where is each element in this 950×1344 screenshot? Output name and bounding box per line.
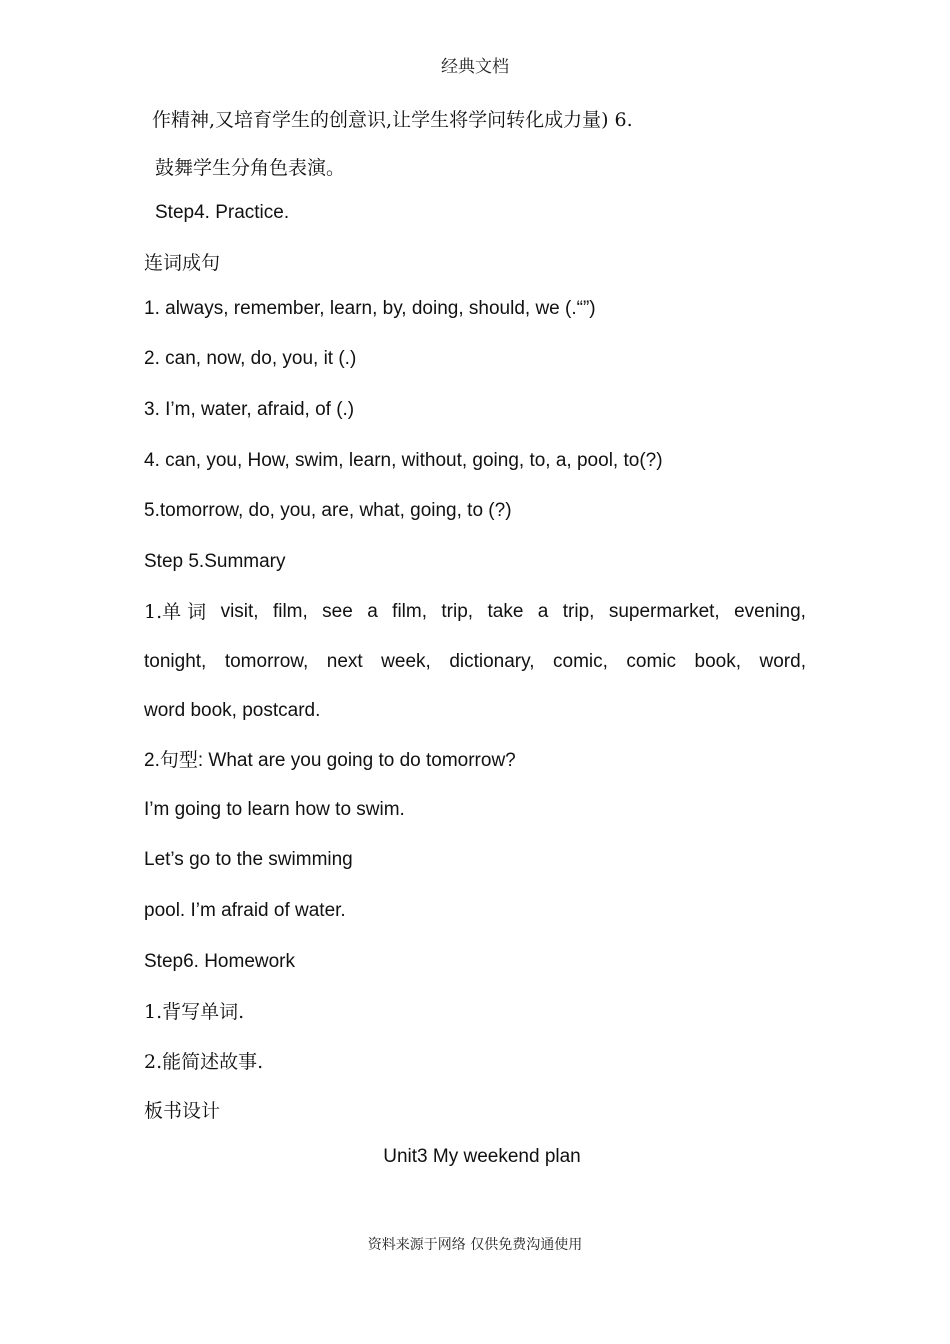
step5-heading: Step 5.Summary — [144, 551, 286, 572]
vocab-word: week, — [381, 651, 431, 672]
vocab-word: comic, — [553, 651, 608, 672]
vocab-word: take — [487, 601, 524, 622]
vocab-word: 1.单 词 — [144, 601, 207, 623]
section-title-sentences: 连词成句 — [144, 252, 221, 274]
vocab-word: a — [367, 601, 378, 622]
summary-vocab-words-2 — [144, 650, 806, 674]
vocab-word: tonight, — [144, 651, 207, 672]
step6-heading: Step6. Homework — [144, 951, 296, 972]
vocab-word: trip, — [562, 601, 595, 622]
homework-item-2: 2.能简述故事. — [144, 1051, 264, 1073]
vocab-word: tomorrow, — [224, 651, 309, 672]
exercise-item-2: 2. can, now, do, you, it (.) — [144, 348, 357, 369]
vocab-word: supermarket, — [608, 601, 720, 622]
step4-heading: Step4. Practice. — [155, 202, 290, 223]
vocab-word: word, — [759, 651, 806, 672]
summary-pattern: 2.句型: What are you going to do tomorrow? — [144, 750, 516, 771]
summary-vocab-line-3: word book, postcard. — [144, 700, 321, 721]
summary-sentence-3: pool. I’m afraid of water. — [144, 900, 346, 921]
unit-title: Unit3 My weekend plan — [383, 1146, 581, 1167]
homework-item-1: 1.背写单词. — [144, 1001, 245, 1023]
vocab-word: film, — [392, 601, 427, 622]
text-line-2: 鼓舞学生分角色表演。 — [155, 157, 346, 179]
exercise-item-5: 5.tomorrow, do, you, are, what, going, to (?) — [144, 500, 512, 521]
vocab-word: see — [322, 601, 353, 622]
page-footer: 资料来源于网络 仅供免费沟通使用 — [367, 1237, 583, 1253]
summary-vocab-line-1 — [144, 600, 806, 624]
vocab-word: trip, — [441, 601, 474, 622]
vocab-word: comic — [626, 651, 677, 672]
vocab-word: visit, — [220, 601, 259, 622]
vocab-word: book, — [694, 651, 742, 672]
exercise-item-1: 1. always, remember, learn, by, doing, should, we (.“”) — [144, 298, 596, 319]
board-design-title: 板书设计 — [144, 1100, 221, 1122]
page-header: 经典文档 — [441, 57, 509, 77]
vocab-word: a — [537, 601, 549, 622]
vocab-word: dictionary, — [449, 651, 535, 672]
exercise-item-3: 3. I’m, water, afraid, of (.) — [144, 399, 355, 420]
text-line-1: 作精神,又培育学生的创意识,让学生将学问转化成力量) 6. — [152, 109, 633, 131]
summary-sentence-1: I’m going to learn how to swim. — [144, 799, 405, 820]
exercise-item-4: 4. can, you, How, swim, learn, without, going, to, a, pool, to(?) — [144, 450, 663, 471]
vocab-word: evening, — [734, 601, 806, 622]
summary-vocab-line-2 — [144, 650, 806, 674]
vocab-word: film, — [272, 601, 308, 622]
vocab-word: next — [326, 651, 363, 672]
summary-vocab-words-1 — [144, 600, 806, 624]
summary-sentence-2: Let’s go to the swimming — [144, 849, 353, 870]
